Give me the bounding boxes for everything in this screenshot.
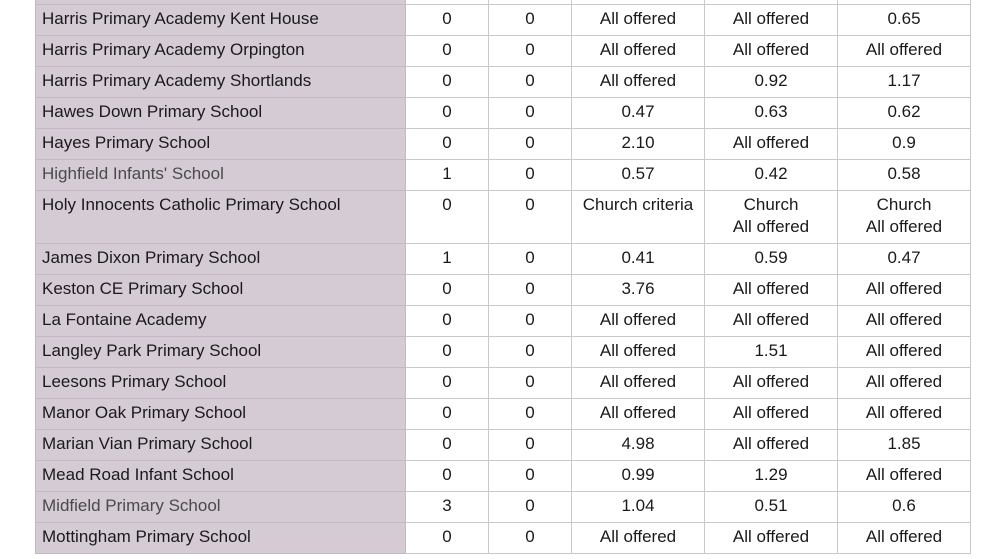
school-name-cell: Langley Park Primary School	[36, 337, 406, 368]
value-cell: 0	[489, 5, 572, 36]
school-name-cell: Manor Oak Primary School	[36, 399, 406, 430]
school-name-cell: Midfield Primary School	[36, 492, 406, 523]
value-cell: All offered	[705, 129, 838, 160]
school-name-cell: Holy Innocents Catholic Primary School	[36, 191, 406, 244]
value-cell: 0	[489, 98, 572, 129]
value-cell: 0	[489, 306, 572, 337]
value-cell: 0	[406, 129, 489, 160]
value-cell: All offered	[572, 36, 705, 67]
value-cell: 0	[489, 129, 572, 160]
school-name-cell: Hawes Down Primary School	[36, 98, 406, 129]
value-cell: 0	[489, 430, 572, 461]
value-cell: 0	[406, 275, 489, 306]
table-row	[36, 306, 971, 337]
table-row	[36, 368, 971, 399]
value-cell: All offered	[572, 399, 705, 430]
value-cell: 3.76	[572, 275, 705, 306]
value-cell: 0.47	[572, 98, 705, 129]
value-cell: Church criteria	[572, 191, 705, 244]
value-cell: 1.17	[838, 67, 971, 98]
table-row	[36, 129, 971, 160]
table-row	[36, 244, 971, 275]
value-cell: All offered	[705, 430, 838, 461]
value-cell: 1	[406, 160, 489, 191]
value-cell: 0	[406, 368, 489, 399]
value-cell: All offered	[705, 399, 838, 430]
table-row	[36, 337, 971, 368]
value-cell: All offered	[838, 337, 971, 368]
value-cell: 0.62	[838, 98, 971, 129]
value-cell: All offered	[705, 523, 838, 554]
table-row	[36, 160, 971, 191]
value-cell: 0	[489, 160, 572, 191]
value-cell: 0.58	[838, 160, 971, 191]
value-cell: 0	[489, 67, 572, 98]
value-cell: All offered	[572, 67, 705, 98]
school-name-cell: Hayes Primary School	[36, 129, 406, 160]
value-cell: 0	[406, 523, 489, 554]
value-line: Church	[876, 195, 932, 214]
value-cell: 0	[489, 337, 572, 368]
school-name-cell: Harris Primary Academy Shortlands	[36, 67, 406, 98]
value-cell: 0.65	[838, 5, 971, 36]
value-cell: All offered	[838, 36, 971, 67]
value-cell: 0.59	[705, 244, 838, 275]
value-cell: All offered	[705, 5, 838, 36]
value-cell: All offered	[705, 36, 838, 67]
value-cell: 0	[489, 36, 572, 67]
school-name-cell: Highfield Infants' School	[36, 160, 406, 191]
school-name-cell: Mead Road Infant School	[36, 461, 406, 492]
value-cell: All offered	[572, 368, 705, 399]
value-cell: 1.29	[705, 461, 838, 492]
value-cell: 1.04	[572, 492, 705, 523]
value-cell: 0.41	[572, 244, 705, 275]
value-cell: All offered	[705, 368, 838, 399]
value-cell: 0	[406, 337, 489, 368]
value-cell: All offered	[572, 5, 705, 36]
value-cell: 0.99	[572, 461, 705, 492]
table-row	[36, 5, 971, 36]
table-row	[36, 430, 971, 461]
value-cell: 0.51	[705, 492, 838, 523]
school-name-cell: Harris Primary Academy Orpington	[36, 36, 406, 67]
value-cell: 1.85	[838, 430, 971, 461]
value-cell: 0	[489, 399, 572, 430]
table-row	[36, 492, 971, 523]
value-cell: 0	[406, 98, 489, 129]
school-name-cell: Leesons Primary School	[36, 368, 406, 399]
value-cell: 0	[489, 461, 572, 492]
value-cell: All offered	[838, 306, 971, 337]
table-row	[36, 98, 971, 129]
value-line: All offered	[865, 217, 943, 236]
value-line: All offered	[732, 217, 810, 236]
value-cell: 0.63	[705, 98, 838, 129]
value-cell	[705, 191, 838, 244]
admissions-table-sheet	[35, 0, 971, 554]
table-row	[36, 523, 971, 554]
value-cell: 0	[406, 399, 489, 430]
value-cell: 0	[406, 461, 489, 492]
value-cell: 0	[489, 244, 572, 275]
value-cell: All offered	[838, 399, 971, 430]
value-cell: All offered	[838, 275, 971, 306]
value-cell: 4.98	[572, 430, 705, 461]
value-cell: All offered	[838, 461, 971, 492]
value-cell: All offered	[705, 275, 838, 306]
table-row	[36, 275, 971, 306]
school-name-cell: Marian Vian Primary School	[36, 430, 406, 461]
value-cell: All offered	[572, 523, 705, 554]
value-cell: 0	[406, 36, 489, 67]
value-cell: 3	[406, 492, 489, 523]
value-cell: 0.6	[838, 492, 971, 523]
value-cell: 0	[489, 191, 572, 244]
value-cell: 0	[406, 306, 489, 337]
value-cell: 0.47	[838, 244, 971, 275]
table-row	[36, 191, 971, 244]
value-cell: 0	[406, 67, 489, 98]
school-name-cell: La Fontaine Academy	[36, 306, 406, 337]
table-row	[36, 461, 971, 492]
table-row	[36, 399, 971, 430]
value-cell: 1.51	[705, 337, 838, 368]
value-cell: 0.42	[705, 160, 838, 191]
value-cell: All offered	[838, 368, 971, 399]
table-row	[36, 36, 971, 67]
school-name-cell: Harris Primary Academy Kent House	[36, 5, 406, 36]
value-cell: 0.57	[572, 160, 705, 191]
value-cell: 2.10	[572, 129, 705, 160]
value-cell: 0	[489, 368, 572, 399]
value-cell: 0	[489, 492, 572, 523]
value-cell: 0.9	[838, 129, 971, 160]
value-cell: All offered	[572, 306, 705, 337]
value-cell: All offered	[572, 337, 705, 368]
value-cell: 0	[406, 191, 489, 244]
school-name-cell: Keston CE Primary School	[36, 275, 406, 306]
value-cell: 1	[406, 244, 489, 275]
table-row	[36, 67, 971, 98]
value-cell: 0	[406, 430, 489, 461]
value-cell: 0.92	[705, 67, 838, 98]
value-cell: 0	[406, 5, 489, 36]
value-cell: All offered	[705, 306, 838, 337]
school-name-cell: James Dixon Primary School	[36, 244, 406, 275]
school-name-cell: Mottingham Primary School	[36, 523, 406, 554]
value-cell: 0	[489, 275, 572, 306]
value-cell: 0	[489, 523, 572, 554]
value-cell	[838, 191, 971, 244]
value-line: Church	[743, 195, 799, 214]
admissions-table	[35, 0, 971, 554]
value-cell: All offered	[838, 523, 971, 554]
